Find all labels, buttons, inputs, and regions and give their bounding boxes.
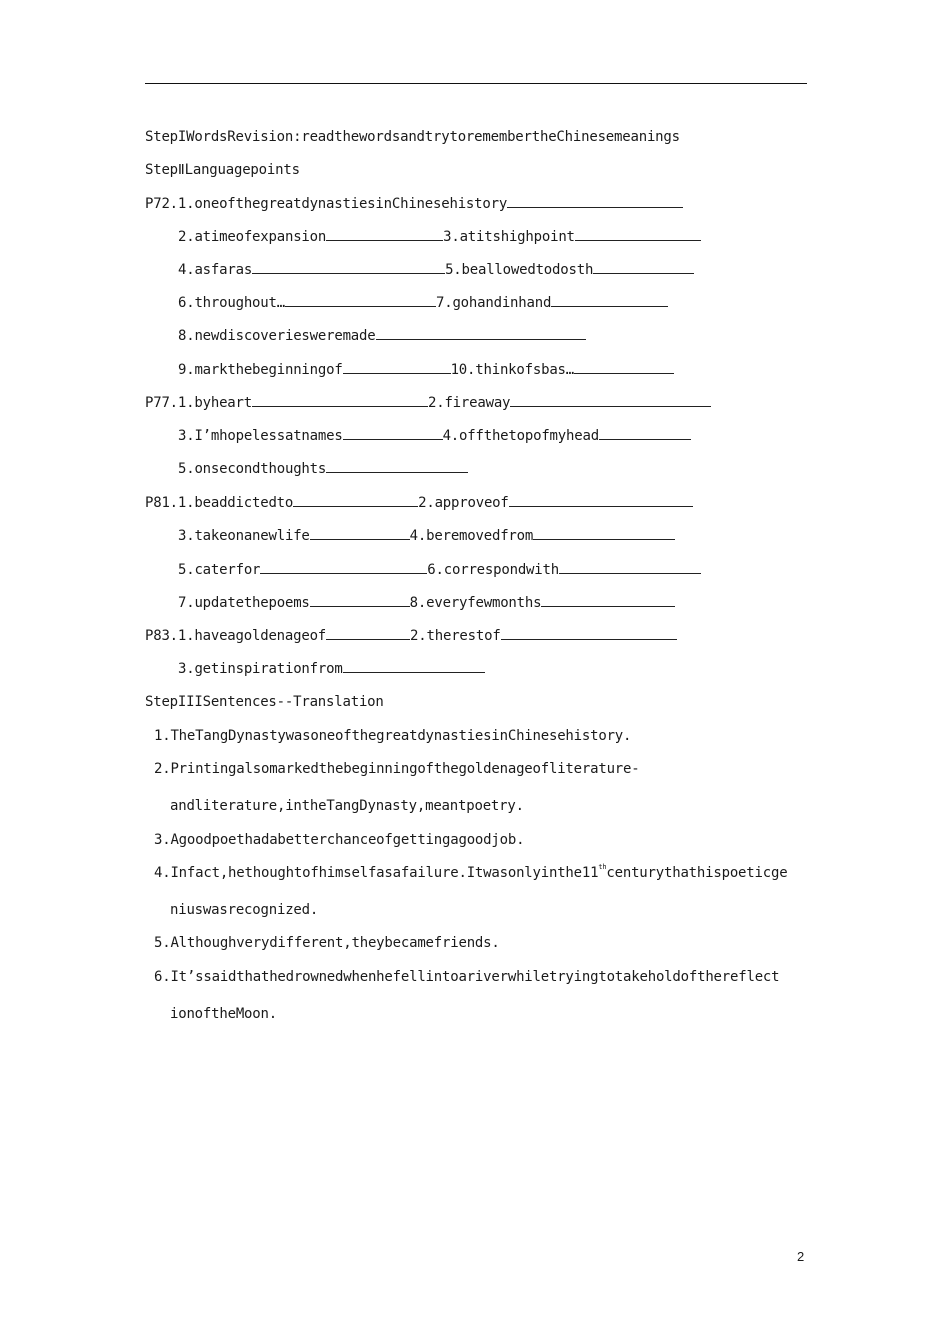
p77-line-3 bbox=[178, 461, 468, 477]
answer-blank[interactable] bbox=[510, 395, 711, 407]
sentence-4-line-2: niuswasrecognized. bbox=[170, 902, 319, 918]
p77-line-2 bbox=[178, 428, 691, 444]
p72-item-7: 7.gohandinhand bbox=[435, 295, 552, 311]
answer-blank[interactable] bbox=[501, 628, 677, 640]
p81-item-6: 6.correspondwith bbox=[427, 562, 559, 578]
sentence-4-text: 4.Infact,hethoughtofhimselfasafailure.Itwasonlyinthe11 bbox=[154, 865, 599, 881]
p81-line-2 bbox=[178, 528, 675, 544]
p72-item-3: 3.atitshighpoint bbox=[443, 229, 575, 245]
p72-item-4: 4.asfaras bbox=[178, 262, 253, 278]
p72-line-3 bbox=[178, 262, 694, 278]
answer-blank[interactable] bbox=[575, 229, 701, 241]
p77-tag: P77. bbox=[145, 395, 178, 411]
answer-blank[interactable] bbox=[260, 562, 427, 574]
p77-item-5: 5.onsecondthoughts bbox=[178, 461, 327, 477]
sentence-6-line-1: 6.It’ssaidthathedrownedwhenhefellintoariverwhiletryingtotakeholdofthereflect bbox=[154, 969, 780, 985]
p81-line-3 bbox=[178, 562, 701, 578]
answer-blank[interactable] bbox=[507, 196, 683, 208]
answer-blank[interactable] bbox=[326, 628, 410, 640]
p83-tag: P83. bbox=[145, 628, 178, 644]
answer-blank[interactable] bbox=[541, 595, 675, 607]
ordinal-suffix: th bbox=[598, 863, 607, 871]
p83-line-2 bbox=[178, 661, 485, 677]
p81-line-4 bbox=[178, 595, 675, 611]
answer-blank[interactable] bbox=[533, 528, 675, 540]
p81-line-1 bbox=[145, 495, 693, 511]
sentence-1: 1.TheTangDynastywasoneofthegreatdynastiesinChinesehistory. bbox=[154, 728, 632, 744]
answer-blank[interactable] bbox=[326, 229, 443, 241]
answer-blank[interactable] bbox=[599, 428, 691, 440]
p72-item-5: 5.beallowedtodosth bbox=[445, 262, 594, 278]
p83-item-1: 1.haveagoldenageof bbox=[177, 628, 327, 644]
answer-blank[interactable] bbox=[310, 595, 410, 607]
p72-item-9: 9.markthebeginningof bbox=[178, 362, 343, 378]
answer-blank[interactable] bbox=[343, 362, 451, 374]
p77-item-2: 2.fireaway bbox=[427, 395, 511, 411]
answer-blank[interactable] bbox=[343, 428, 443, 440]
answer-blank[interactable] bbox=[551, 295, 668, 307]
p72-item-10: 10.thinkofsbas… bbox=[450, 362, 575, 378]
p77-item-1: 1.byheart bbox=[177, 395, 252, 411]
p83-item-3: 3.getinspirationfrom bbox=[178, 661, 343, 677]
p81-item-5: 5.caterfor bbox=[178, 562, 261, 578]
answer-blank[interactable] bbox=[376, 328, 586, 340]
answer-blank[interactable] bbox=[343, 661, 485, 673]
p72-line-6 bbox=[178, 362, 674, 378]
answer-blank[interactable] bbox=[252, 262, 445, 274]
p81-item-7: 7.updatethepoems bbox=[178, 595, 310, 611]
sentence-2-line-1: 2.Printingalsomarkedthebeginningofthegoldenageofliterature- bbox=[154, 761, 640, 777]
step-3-heading: StepIIISentences--Translation bbox=[145, 694, 384, 710]
p81-item-1: 1.beaddictedto bbox=[177, 495, 294, 511]
p72-item-8: 8.newdiscoveriesweremade bbox=[178, 328, 376, 344]
p72-item-6: 6.throughout… bbox=[178, 295, 285, 311]
answer-blank[interactable] bbox=[310, 528, 410, 540]
p81-item-3: 3.takeonanewlife bbox=[178, 528, 310, 544]
sentence-5: 5.Althoughverydifferent,theybecamefriends. bbox=[154, 935, 500, 951]
answer-blank[interactable] bbox=[326, 461, 468, 473]
sentence-2-line-2: andliterature,intheTangDynasty,meantpoetry. bbox=[170, 798, 524, 814]
answer-blank[interactable] bbox=[574, 362, 674, 374]
p81-tag: P81. bbox=[145, 495, 178, 511]
sentence-4-text-cont: centurythathispoeticge bbox=[606, 865, 788, 881]
p72-tag: P72. bbox=[145, 196, 178, 212]
p81-item-2: 2.approveof bbox=[418, 495, 509, 511]
sentence-6-line-2: ionoftheMoon. bbox=[170, 1006, 277, 1022]
sentence-4-line-1 bbox=[154, 865, 787, 881]
sentence-3: 3.Agoodpoethadabetterchanceofgettingagoodjob. bbox=[154, 832, 525, 848]
answer-blank[interactable] bbox=[252, 395, 428, 407]
p81-item-8: 8.everyfewmonths bbox=[409, 595, 542, 611]
p83-item-2: 2.therestof bbox=[410, 628, 501, 644]
step-2-heading: StepⅡLanguagepoints bbox=[145, 162, 300, 178]
p77-item-4: 4.offthetopofmyhead bbox=[442, 428, 599, 444]
p72-line-2 bbox=[178, 229, 701, 245]
header-rule bbox=[145, 83, 807, 84]
answer-blank[interactable] bbox=[559, 562, 701, 574]
p77-line-1 bbox=[145, 395, 711, 411]
page-number: 2 bbox=[797, 1249, 805, 1264]
p77-item-3: 3.I’mhopelessatnames bbox=[178, 428, 343, 444]
answer-blank[interactable] bbox=[293, 495, 418, 507]
answer-blank[interactable] bbox=[285, 295, 436, 307]
p72-line-5 bbox=[178, 328, 586, 344]
p83-line-1 bbox=[145, 628, 677, 644]
p81-item-4: 4.beremovedfrom bbox=[409, 528, 534, 544]
p72-item-2: 2.atimeofexpansion bbox=[178, 229, 327, 245]
answer-blank[interactable] bbox=[509, 495, 693, 507]
answer-blank[interactable] bbox=[593, 262, 694, 274]
p72-line-1 bbox=[145, 196, 683, 212]
p72-line-4 bbox=[178, 295, 668, 311]
step-1-heading: StepIWordsRevision:readthewordsandtrytoremembertheChinesemeanings bbox=[145, 129, 680, 145]
p72-item-1: 1.oneofthegreatdynastiesinChinesehistory bbox=[177, 196, 508, 212]
